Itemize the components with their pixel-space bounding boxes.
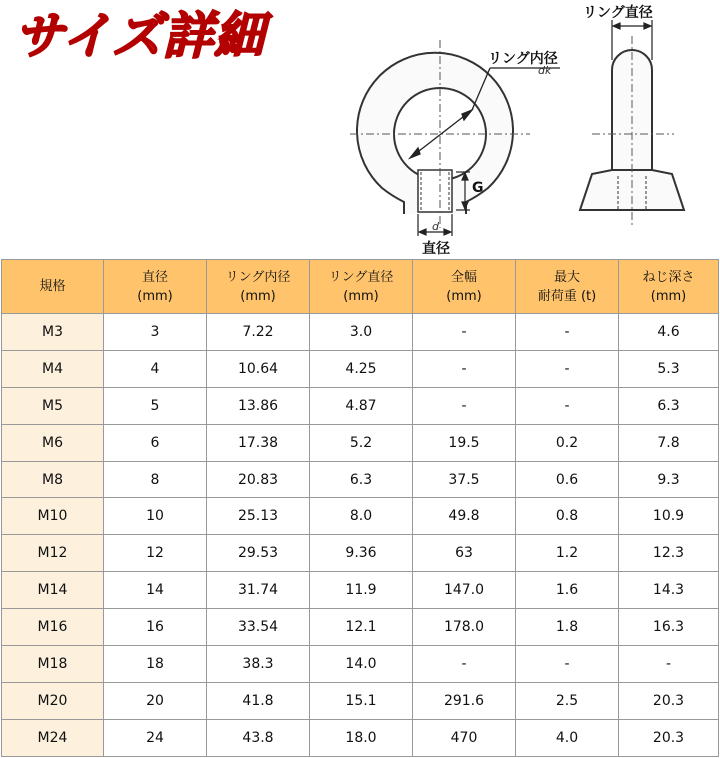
- header-total-width-unit: (mm): [446, 288, 482, 304]
- page-title: サイズ詳細: [14, 7, 265, 65]
- cell-max-load: -: [516, 350, 619, 387]
- header-ring-diameter-unit: (mm): [343, 288, 379, 304]
- header-max-load-unit: 耐荷重 (t): [537, 288, 597, 304]
- cell-spec: M6: [2, 424, 104, 461]
- d-label: d: [432, 220, 439, 233]
- cell-total-width: 37.5: [413, 461, 516, 498]
- cell-diameter: 4: [104, 350, 207, 387]
- table-row: [2, 350, 719, 387]
- table-row: [2, 682, 719, 719]
- cell-ring-inner: 20.83: [207, 461, 310, 498]
- cell-ring-inner: 33.54: [207, 609, 310, 646]
- header-total-width: [413, 260, 516, 314]
- cell-total-width: -: [413, 350, 516, 387]
- cell-thread-depth: 6.3: [619, 387, 719, 424]
- cell-max-load: -: [516, 314, 619, 351]
- header-diameter-label: 直径: [141, 269, 168, 285]
- cell-max-load: 1.6: [516, 572, 619, 609]
- cell-ring-inner: 29.53: [207, 535, 310, 572]
- cell-ring-diameter: 11.9: [310, 572, 413, 609]
- cell-spec: M5: [2, 387, 104, 424]
- cell-ring-diameter: 14.0: [310, 646, 413, 683]
- cell-diameter: 10: [104, 498, 207, 535]
- cell-thread-depth: 4.6: [619, 314, 719, 351]
- cell-total-width: 147.0: [413, 572, 516, 609]
- cell-thread-depth: 12.3: [619, 535, 719, 572]
- header-ring-inner-label: リング内径: [225, 269, 291, 285]
- eye-nut-diagram: [330, 0, 720, 258]
- cell-thread-depth: 14.3: [619, 572, 719, 609]
- cell-diameter: 6: [104, 424, 207, 461]
- cell-ring-diameter: 4.87: [310, 387, 413, 424]
- header-thread-depth-unit: (mm): [650, 288, 687, 304]
- cell-diameter: 18: [104, 646, 207, 683]
- cell-thread-depth: 16.3: [619, 609, 719, 646]
- header-ring-inner: [207, 260, 310, 314]
- table-row: [2, 424, 719, 461]
- cell-ring-inner: 10.64: [207, 350, 310, 387]
- cell-max-load: 1.2: [516, 535, 619, 572]
- cell-ring-diameter: 6.3: [310, 461, 413, 498]
- cell-max-load: 0.2: [516, 424, 619, 461]
- cell-spec: M10: [2, 498, 104, 535]
- cell-thread-depth: 7.8: [619, 424, 719, 461]
- cell-ring-inner: 7.22: [207, 314, 310, 351]
- cell-total-width: -: [413, 646, 516, 683]
- eye-nut-drawing: [330, 0, 720, 258]
- dk-label: dk: [538, 64, 552, 77]
- g-label: G: [472, 180, 484, 196]
- cell-total-width: 63: [413, 535, 516, 572]
- header-ring-inner-unit: (mm): [240, 288, 276, 304]
- cell-ring-inner: 25.13: [207, 498, 310, 535]
- cell-total-width: 49.8: [413, 498, 516, 535]
- cell-spec: M3: [2, 314, 104, 351]
- cell-ring-inner: 31.74: [207, 572, 310, 609]
- header-spec: [2, 260, 104, 314]
- ring-inner-diameter-label: リング内径: [488, 51, 558, 67]
- header-max-load-label: 最大: [553, 269, 580, 285]
- table-row: [2, 572, 719, 609]
- cell-diameter: 16: [104, 609, 207, 646]
- cell-spec: M20: [2, 682, 104, 719]
- table-body: [2, 314, 719, 757]
- cell-max-load: -: [516, 387, 619, 424]
- header-ring-diameter-label: リング直径: [328, 269, 394, 285]
- cell-diameter: 8: [104, 461, 207, 498]
- table-row: [2, 535, 719, 572]
- cell-diameter: 12: [104, 535, 207, 572]
- cell-spec: M12: [2, 535, 104, 572]
- cell-thread-depth: 10.9: [619, 498, 719, 535]
- cell-thread-depth: 20.3: [619, 719, 719, 756]
- header-max-load: [516, 260, 619, 314]
- cell-spec: M24: [2, 719, 104, 756]
- size-table: [1, 259, 719, 757]
- cell-spec: M14: [2, 572, 104, 609]
- cell-spec: M8: [2, 461, 104, 498]
- cell-ring-diameter: 18.0: [310, 719, 413, 756]
- header-ring-diameter: [310, 260, 413, 314]
- cell-diameter: 20: [104, 682, 207, 719]
- cell-total-width: -: [413, 387, 516, 424]
- cell-thread-depth: 5.3: [619, 350, 719, 387]
- cell-ring-diameter: 15.1: [310, 682, 413, 719]
- cell-ring-inner: 41.8: [207, 682, 310, 719]
- cell-max-load: 0.8: [516, 498, 619, 535]
- cell-max-load: 2.5: [516, 682, 619, 719]
- table-row: [2, 646, 719, 683]
- header-thread-depth: [619, 260, 719, 314]
- ring-diameter-label: リング直径: [583, 5, 653, 21]
- cell-ring-diameter: 9.36: [310, 535, 413, 572]
- cell-max-load: 4.0: [516, 719, 619, 756]
- cell-max-load: 0.6: [516, 461, 619, 498]
- cell-ring-inner: 43.8: [207, 719, 310, 756]
- table-row: [2, 314, 719, 351]
- cell-spec: M18: [2, 646, 104, 683]
- cell-ring-diameter: 4.25: [310, 350, 413, 387]
- header-total-width-label: 全幅: [450, 269, 477, 285]
- cell-total-width: 470: [413, 719, 516, 756]
- cell-ring-inner: 17.38: [207, 424, 310, 461]
- table-row: [2, 387, 719, 424]
- cell-ring-diameter: 3.0: [310, 314, 413, 351]
- cell-total-width: 178.0: [413, 609, 516, 646]
- cell-spec: M4: [2, 350, 104, 387]
- table-row: [2, 461, 719, 498]
- cell-ring-inner: 13.86: [207, 387, 310, 424]
- cell-thread-depth: -: [619, 646, 719, 683]
- cell-diameter: 5: [104, 387, 207, 424]
- header-spec-label: 規格: [39, 279, 66, 294]
- table-header-row: [2, 260, 719, 314]
- table-row: [2, 498, 719, 535]
- cell-thread-depth: 9.3: [619, 461, 719, 498]
- diameter-label: 直径: [422, 241, 450, 257]
- header-diameter: [104, 260, 207, 314]
- cell-thread-depth: 20.3: [619, 682, 719, 719]
- cell-total-width: 19.5: [413, 424, 516, 461]
- header-thread-depth-label: ねじ深さ: [642, 269, 695, 285]
- cell-ring-diameter: 8.0: [310, 498, 413, 535]
- cell-diameter: 24: [104, 719, 207, 756]
- cell-diameter: 3: [104, 314, 207, 351]
- cell-diameter: 14: [104, 572, 207, 609]
- cell-total-width: -: [413, 314, 516, 351]
- table-row: [2, 719, 719, 756]
- header-diameter-unit: (mm): [137, 288, 173, 304]
- cell-spec: M16: [2, 609, 104, 646]
- cell-ring-diameter: 12.1: [310, 609, 413, 646]
- cell-ring-inner: 38.3: [207, 646, 310, 683]
- table-row: [2, 609, 719, 646]
- cell-ring-diameter: 5.2: [310, 424, 413, 461]
- cell-max-load: 1.8: [516, 609, 619, 646]
- cell-max-load: -: [516, 646, 619, 683]
- cell-total-width: 291.6: [413, 682, 516, 719]
